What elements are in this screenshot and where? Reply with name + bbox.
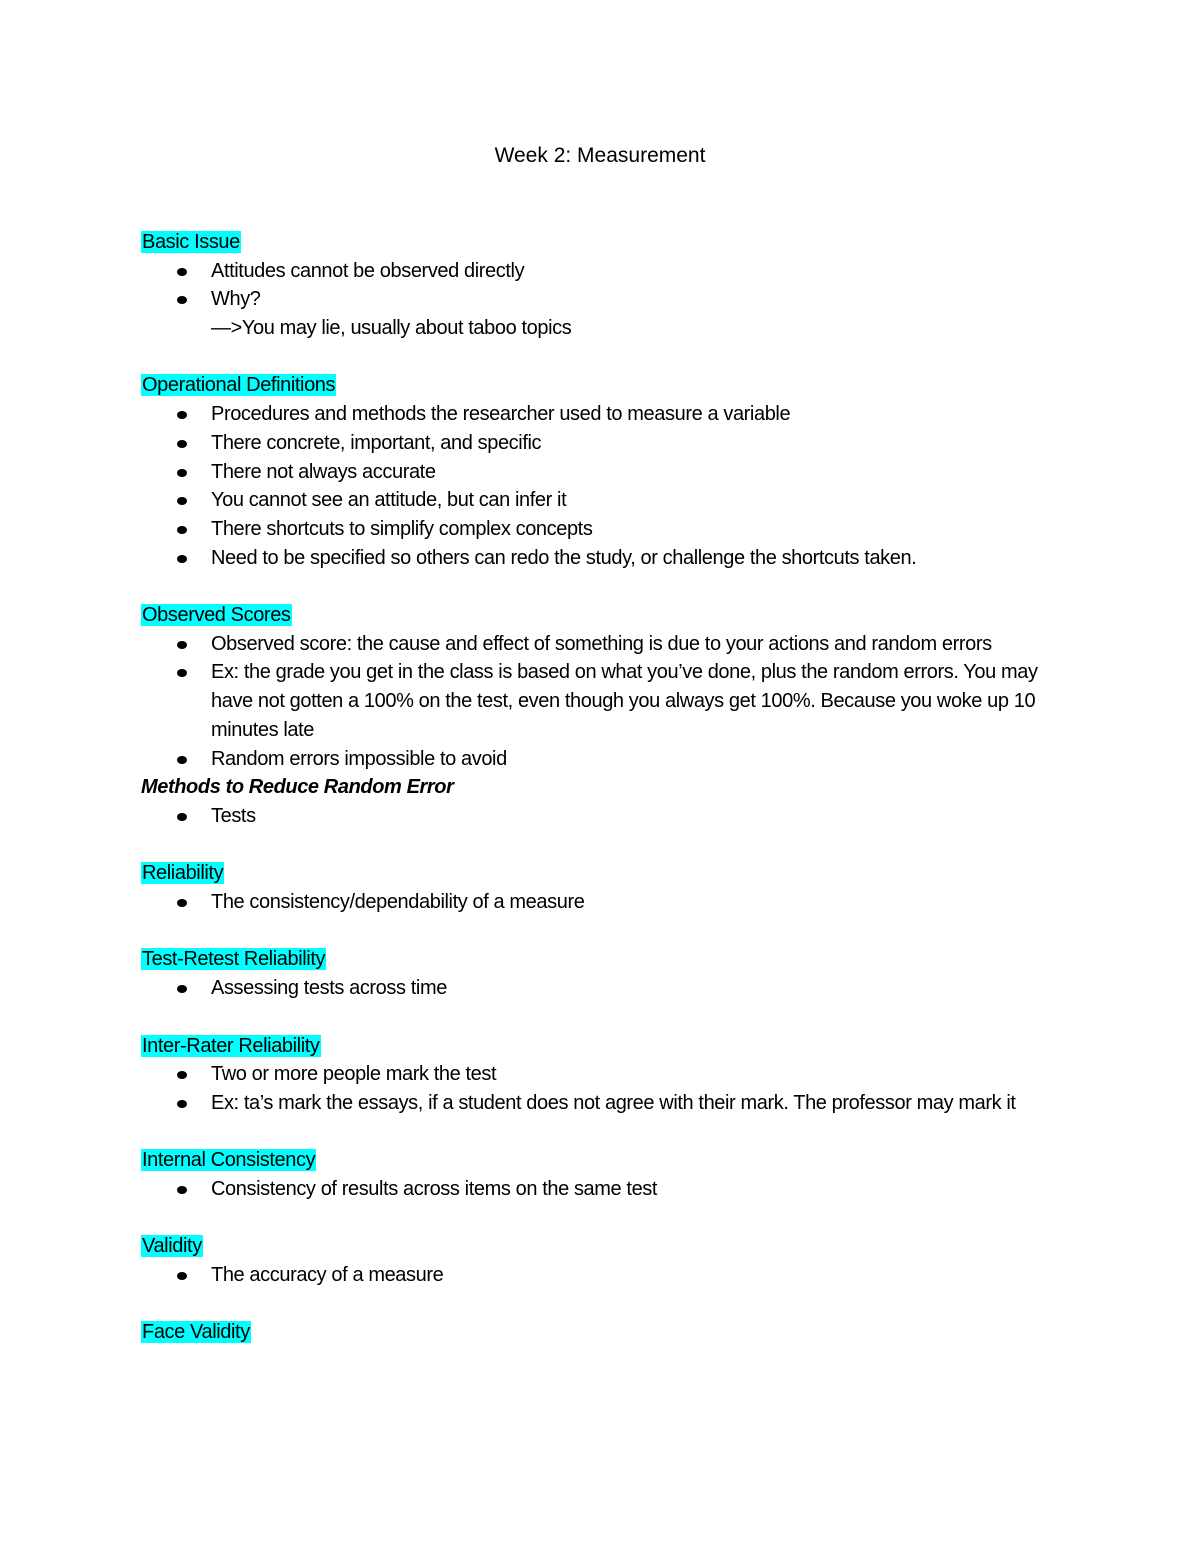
highlighted-heading: Face Validity [142,1321,250,1344]
section-heading [141,228,1081,257]
list-item [141,458,1081,487]
bullet-icon [177,813,187,821]
list-item-text: Random errors impossible to avoid [211,747,507,770]
section-basic-issue [141,228,1081,343]
list-item-text: Why? [211,288,261,311]
list-item [141,429,1081,458]
list-item-text: Two or more people mark the test [211,1063,497,1086]
highlighted-heading: Test-Retest Reliability [142,948,326,971]
bullet-icon [177,1272,187,1280]
list-item [141,515,1081,544]
bullet-icon [177,268,187,276]
list-item [141,974,1081,1003]
list-item [141,400,1081,429]
list-item-text: The accuracy of a measure [211,1264,444,1287]
highlighted-heading: Inter-Rater Reliability [142,1034,320,1057]
bullet-icon [177,497,187,505]
list-item [141,1060,1081,1089]
document-body [141,228,1081,1376]
list-item-text: Assessing tests across time [211,977,447,1000]
list-item-text: Need to be specified so others can redo the study, or challenge the shortcuts taken. [211,546,917,569]
list-item [141,486,1081,515]
section-heading [141,859,1081,888]
bullet-icon [177,985,187,993]
bullet-icon [177,899,187,907]
highlighted-heading: Validity [142,1235,202,1258]
highlighted-heading: Reliability [142,862,224,885]
section-heading [141,371,1081,400]
highlighted-heading: Observed Scores [142,604,291,627]
section-heading [141,1032,1081,1061]
bullet-icon [177,296,187,304]
bullet-list [141,1175,1081,1204]
list-item [141,1089,1081,1118]
list-item-text: Consistency of results across items on the same test [211,1178,658,1200]
bullet-list [141,1261,1081,1290]
section-face-validity [141,1318,1081,1347]
list-item-text: You cannot see an attitude, but can infer it [211,489,567,512]
section-heading [141,945,1081,974]
list-item-text: Attitudes cannot be observed directly [211,259,525,282]
list-item [141,745,1081,774]
list-item [141,630,1081,659]
list-item-continuation: —>You may lie, usually about taboo topics [211,317,572,340]
document-title: Week 2: Measurement [494,144,706,167]
section-observed-scores [141,601,1081,831]
list-item-text: There shortcuts to simplify complex concepts [211,517,593,540]
section-heading [141,1232,1081,1261]
section-heading [141,1146,1081,1175]
bullet-list [141,400,1081,572]
section-internal-consistency [141,1146,1081,1203]
section-heading [141,1318,1081,1347]
list-item-text: Ex: the grade you get in the class is based on what you’ve done, plus the random errors. You may have not gotten a 100% on the test, even though you always get 100%. Because you woke up 10 minutes late [211,661,1038,741]
bullet-list [141,630,1081,774]
list-item [141,257,1081,286]
list-item-text: There concrete, important, and specific [211,431,542,454]
list-item-text: There not always accurate [211,460,436,483]
list-item-text: Tests [211,804,256,827]
bullet-icon [177,756,187,764]
list-item-text: Observed score: the cause and effect of something is due to your actions and random errors [211,632,992,655]
section-inter-rater-reliability [141,1032,1081,1118]
bullet-icon [177,1071,187,1079]
list-item [141,802,1081,831]
bullet-icon [177,1100,187,1108]
highlighted-heading: Basic Issue [142,231,240,253]
section-operational-definitions [141,371,1081,572]
list-item [141,658,1081,744]
section-reliability [141,859,1081,916]
list-item [141,544,1081,573]
list-item [141,1261,1081,1290]
bullet-icon [177,469,187,477]
subheading-methods-reduce-random-error: Methods to Reduce Random Error [141,776,454,799]
highlighted-heading: Internal Consistency [142,1149,316,1172]
list-item-text: Ex: ta’s mark the essays, if a student does not agree with their mark. The professor may mark it [211,1091,1016,1114]
list-item [141,1175,1081,1204]
bullet-icon [177,526,187,534]
bullet-list [141,1060,1081,1117]
bullet-icon [177,1186,187,1194]
bullet-icon [177,641,187,649]
section-test-retest-reliability [141,945,1081,1002]
bullet-list [141,974,1081,1003]
highlighted-heading: Operational Definitions [142,374,336,397]
list-item [141,285,1081,342]
bullet-list [141,257,1081,343]
list-item [141,888,1081,917]
section-heading [141,601,1081,630]
list-item-text: The consistency/dependability of a measure [211,891,585,914]
bullet-list [141,802,1081,831]
bullet-icon [177,440,187,448]
section-validity [141,1232,1081,1289]
bullet-icon [177,669,187,677]
bullet-list [141,888,1081,917]
bullet-icon [177,555,187,563]
bullet-icon [177,411,187,419]
list-item-text: Procedures and methods the researcher used to measure a variable [211,403,791,426]
